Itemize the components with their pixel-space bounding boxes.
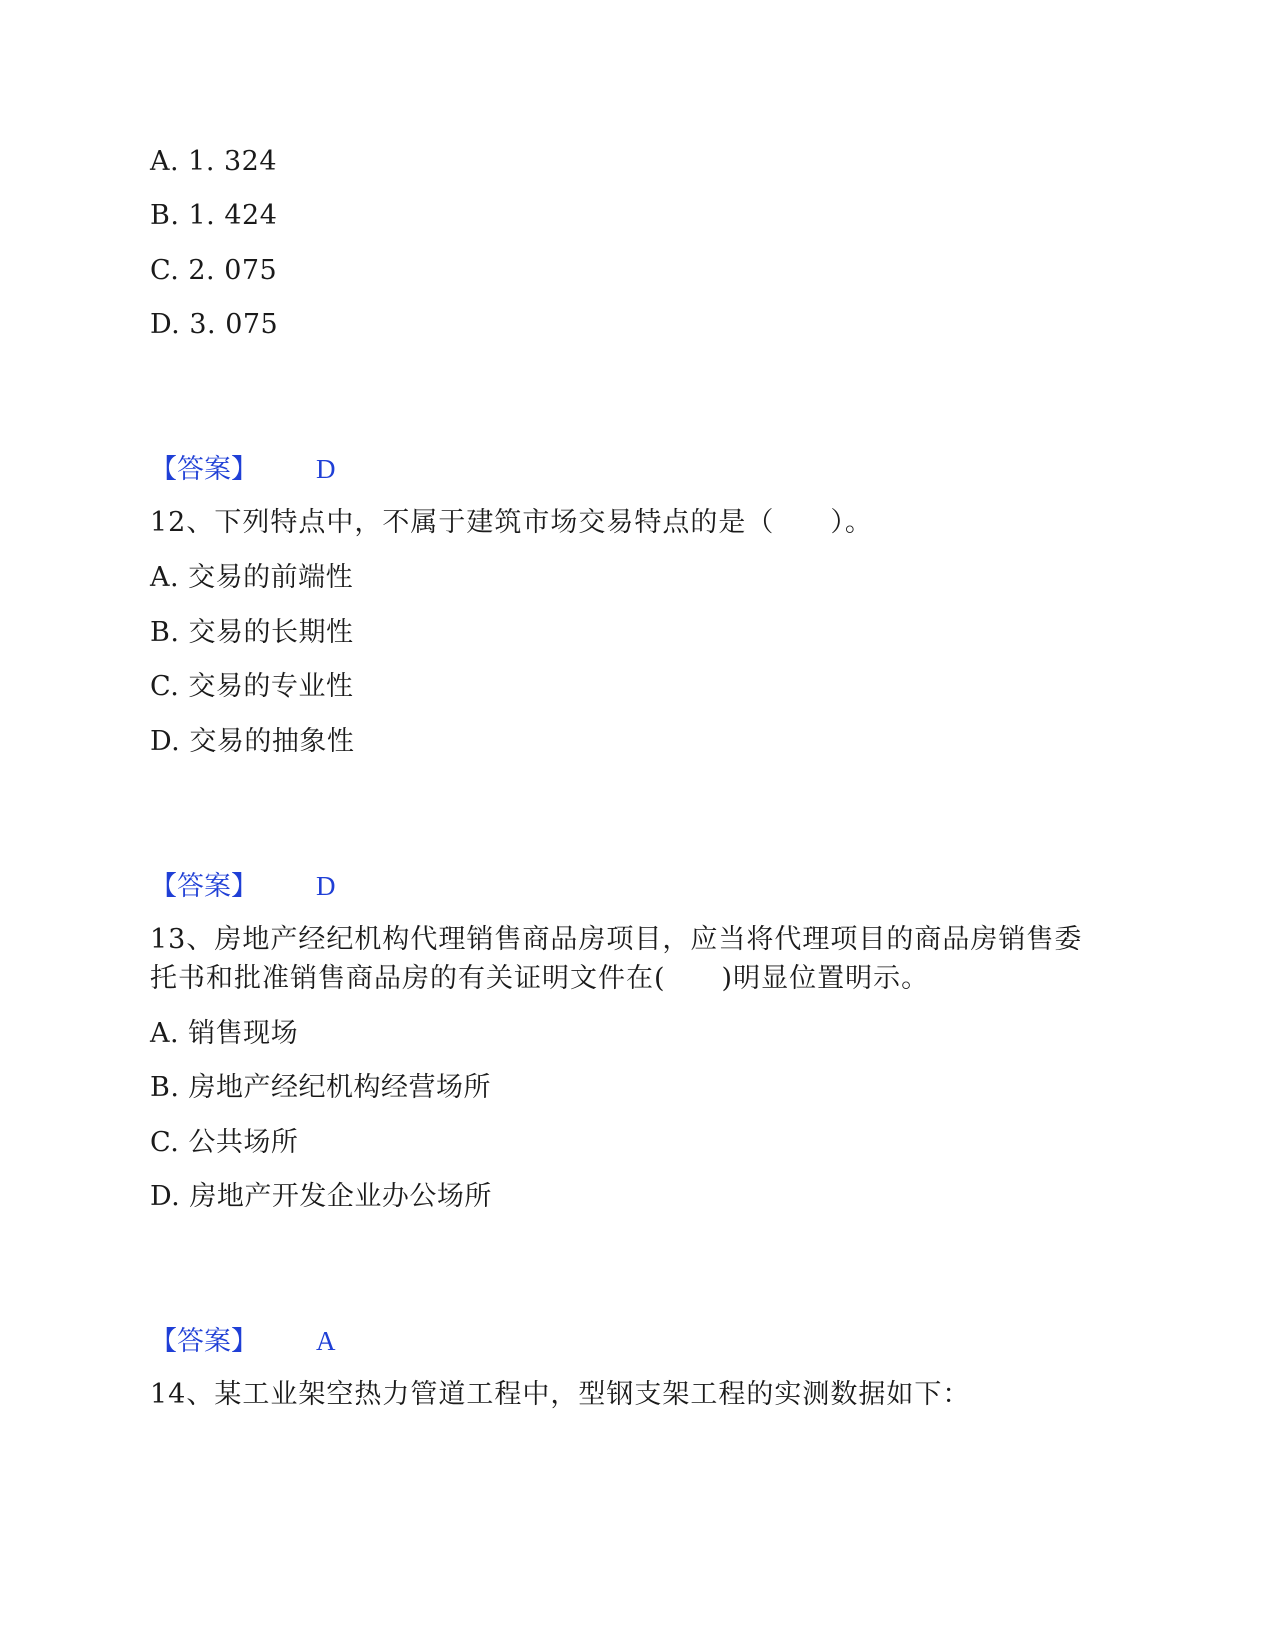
option-a: A. 销售现场 xyxy=(150,1018,299,1049)
option-c: C. 交易的专业性 xyxy=(150,671,354,702)
question-stem: 14、某工业架空热力管道工程中，型钢支架工程的实测数据如下： xyxy=(150,1379,971,1410)
answer-value: A xyxy=(316,1326,336,1356)
option-a: A. 交易的前端性 xyxy=(150,562,354,593)
option-b: B. 房地产经纪机构经营场所 xyxy=(150,1072,492,1103)
answer-label: 【答案】 xyxy=(150,454,258,485)
answer-value: D xyxy=(316,454,336,484)
answer-row xyxy=(150,452,336,487)
option-d: D. 房地产开发企业办公场所 xyxy=(150,1181,492,1212)
option-d: D. 交易的抽象性 xyxy=(150,726,355,757)
answer-label: 【答案】 xyxy=(150,871,258,902)
question-stem: 12、下列特点中，不属于建筑市场交易特点的是（ ）。 xyxy=(150,507,873,538)
option-b: B. 交易的长期性 xyxy=(150,617,354,648)
question-stem-line-1: 13、房地产经纪机构代理销售商品房项目，应当将代理项目的商品房销售委 xyxy=(150,924,1083,955)
option-b: B. 1. 424 xyxy=(150,200,278,231)
option-c: C. 2. 075 xyxy=(150,255,278,286)
answer-value: D xyxy=(316,871,336,901)
answer-row xyxy=(150,869,336,904)
option-d: D. 3. 075 xyxy=(150,309,279,340)
answer-row xyxy=(150,1324,336,1359)
option-a: A. 1. 324 xyxy=(150,146,278,177)
answer-label: 【答案】 xyxy=(150,1326,258,1357)
option-c: C. 公共场所 xyxy=(150,1127,299,1158)
question-stem-line-2: 托书和批准销售商品房的有关证明文件在( )明显位置明示。 xyxy=(150,963,930,994)
